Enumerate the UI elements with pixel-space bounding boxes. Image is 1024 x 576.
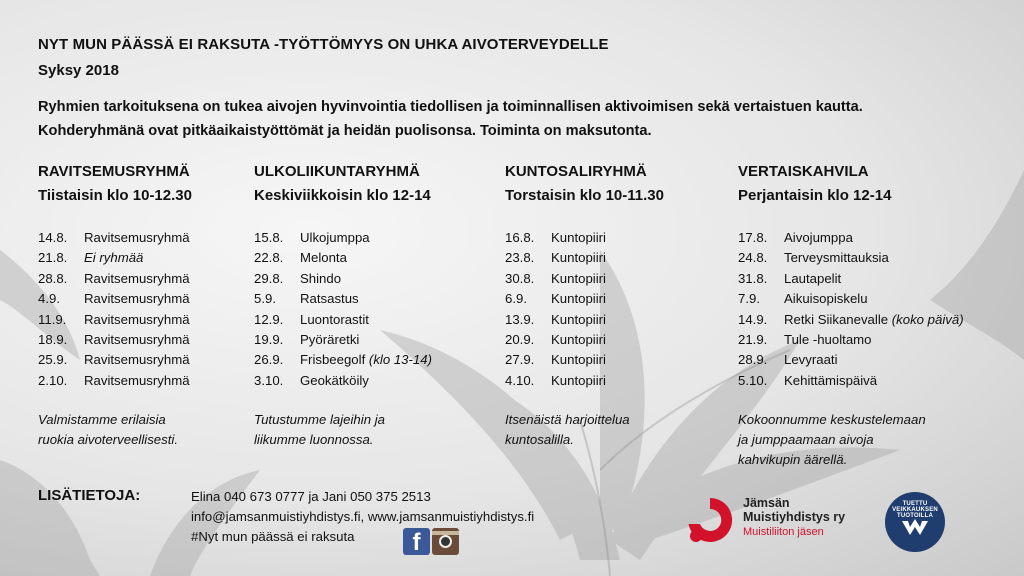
schedule-date: 27.9. <box>505 352 535 368</box>
schedule-activity: Kuntopiiri <box>551 331 606 347</box>
schedule-activity: Aivojumppa <box>784 230 853 245</box>
schedule-activity: Tule -huoltamo <box>784 331 872 347</box>
schedule-item <box>505 269 606 289</box>
schedule-activity: Ratsastus <box>300 291 359 307</box>
note-line: Kokoonnumme keskustelemaan <box>738 412 926 427</box>
schedule-date: 28.8. <box>38 270 68 286</box>
instagram-icon-lens <box>439 535 452 548</box>
season-subtitle: Syksy 2018 <box>38 62 119 79</box>
schedule-date: 3.10. <box>254 372 284 388</box>
page-title: NYT MUN PÄÄSSÄ EI RAKSUTA -TYÖTTÖMYYS ON UHKA AIVOTERVEYDELLE <box>38 36 609 53</box>
group-note <box>254 410 385 450</box>
schedule-extra: (koko päivä) <box>891 311 964 327</box>
schedule-date: 31.8. <box>738 270 768 286</box>
schedule-list <box>738 228 964 391</box>
schedule-date: 11.9. <box>38 311 67 327</box>
schedule-list <box>254 228 432 391</box>
schedule-activity: Luontorastit <box>300 311 369 327</box>
association-logo-mark <box>684 494 736 546</box>
schedule-activity: Lautapelit <box>784 270 842 286</box>
instagram-icon[interactable] <box>432 528 459 555</box>
schedule-date: 4.9. <box>38 291 60 307</box>
schedule-date: 23.8. <box>505 250 535 266</box>
group-name: RAVITSEMUSRYHMÄ <box>38 163 190 180</box>
schedule-activity: Ulkojumppa <box>300 230 370 245</box>
schedule-date: 22.8. <box>254 250 284 266</box>
intro-line: Kohderyhmänä ovat pitkäaikaistyöttömät ja heidän puolisonsa. Toiminta on maksutonta. <box>38 123 652 139</box>
facebook-icon[interactable]: f <box>403 528 430 555</box>
schedule-date: 13.9. <box>505 311 535 327</box>
schedule-activity: Ravitsemusryhmä <box>84 352 190 368</box>
schedule-item <box>254 269 432 289</box>
schedule-activity: Kuntopiiri <box>551 230 606 245</box>
schedule-date: 29.8. <box>254 270 284 286</box>
contact-info <box>191 487 534 547</box>
schedule-activity: Frisbeegolf <box>300 352 366 368</box>
schedule-item <box>254 289 432 309</box>
group-name: VERTAISKAHVILA <box>738 163 869 180</box>
schedule-activity: Kuntopiiri <box>551 250 606 266</box>
schedule-date: 17.8. <box>738 230 768 245</box>
schedule-activity: Retki Siikanevalle <box>784 311 889 327</box>
schedule-item <box>254 310 432 330</box>
contact-email-web[interactable]: info@jamsanmuistiyhdistys.fi, www.jamsanmuistiyhdistys.fi <box>191 509 535 524</box>
note-line: ja jumppaamaan aivoja <box>738 432 874 447</box>
schedule-date: 24.8. <box>738 250 768 266</box>
schedule-activity: Melonta <box>300 250 347 266</box>
schedule-date: 6.9. <box>505 291 527 307</box>
schedule-activity: Ei ryhmää <box>84 250 144 266</box>
schedule-item <box>38 228 190 248</box>
schedule-date: 21.9. <box>738 331 768 347</box>
schedule-activity: Aikuisopiskelu <box>784 291 868 307</box>
group-time: Tiistaisin klo 10-12.30 <box>38 187 192 204</box>
group-note <box>738 410 926 470</box>
schedule-date: 12.9. <box>254 311 284 327</box>
schedule-activity: Kuntopiiri <box>551 270 606 286</box>
group-time: Perjantaisin klo 12-14 <box>738 187 892 204</box>
schedule-date: 14.8. <box>38 230 68 245</box>
schedule-item <box>38 350 190 370</box>
schedule-item <box>738 310 964 330</box>
association-name-line: Jämsän <box>743 496 790 510</box>
schedule-date: 14.9. <box>738 311 768 327</box>
association-name <box>743 496 845 524</box>
schedule-item <box>254 350 432 370</box>
note-line: Itsenäistä harjoittelua <box>505 412 630 427</box>
schedule-item <box>738 371 964 391</box>
note-line: liikumme luonnossa. <box>254 432 374 447</box>
schedule-item <box>254 371 432 391</box>
note-line: Tutustumme lajeihin ja <box>254 412 385 427</box>
group-note <box>38 410 178 450</box>
schedule-item <box>738 289 964 309</box>
group-column-vertaiskahvila <box>738 160 964 467</box>
schedule-item <box>505 289 606 309</box>
intro-text <box>38 95 863 143</box>
schedule-item <box>738 248 964 268</box>
contact-phones: Elina 040 673 0777 ja Jani 050 375 2513 <box>191 489 431 504</box>
schedule-item <box>738 350 964 370</box>
schedule-activity: Kuntopiiri <box>551 291 606 307</box>
schedule-item <box>38 269 190 289</box>
schedule-activity: Kehittämispäivä <box>784 372 878 388</box>
schedule-item <box>38 248 190 268</box>
schedule-list <box>38 228 190 391</box>
schedule-date: 2.10. <box>38 372 68 388</box>
veikkaus-seal-logo <box>884 491 946 553</box>
association-name-line: Muistiyhdistys ry <box>743 510 846 524</box>
schedule-item <box>38 289 190 309</box>
schedule-item <box>738 269 964 289</box>
schedule-date: 26.9. <box>254 352 284 368</box>
group-column-ulkoliikunta <box>254 160 432 447</box>
schedule-activity: Kuntopiiri <box>551 311 606 327</box>
schedule-item <box>505 248 606 268</box>
schedule-activity: Ravitsemusryhmä <box>84 331 190 347</box>
schedule-item <box>38 371 190 391</box>
schedule-item <box>254 228 432 248</box>
schedule-item <box>505 371 606 391</box>
group-time: Keskiviikkoisin klo 12-14 <box>254 187 431 204</box>
schedule-item <box>505 228 606 248</box>
intro-line: Ryhmien tarkoituksena on tukea aivojen hyvinvointia tiedollisen ja toiminnallisen aktivoimisen sekä vertaistuen kautta. <box>38 99 863 115</box>
schedule-date: 20.9. <box>505 331 535 347</box>
schedule-activity: Pyöräretki <box>300 331 360 347</box>
info-label: LISÄTIETOJA: <box>38 487 141 504</box>
schedule-activity: Ravitsemusryhmä <box>84 291 190 307</box>
schedule-date: 5.9. <box>254 291 276 307</box>
group-note <box>505 410 630 450</box>
schedule-activity: Kuntopiiri <box>551 352 606 368</box>
schedule-activity: Kuntopiiri <box>551 372 606 388</box>
schedule-item <box>38 310 190 330</box>
association-subtitle: Muistiliiton jäsen <box>743 526 824 538</box>
group-name: ULKOLIIKUNTARYHMÄ <box>254 163 420 180</box>
schedule-activity: Ravitsemusryhmä <box>84 270 190 286</box>
note-line: ruokia aivoterveellisesti. <box>38 432 178 447</box>
note-line: Valmistamme erilaisia <box>38 412 166 427</box>
schedule-item <box>738 330 964 350</box>
group-name: KUNTOSALIRYHMÄ <box>505 163 647 180</box>
schedule-date: 21.8. <box>38 250 68 266</box>
schedule-activity: Ravitsemusryhmä <box>84 311 190 327</box>
schedule-date: 18.9. <box>38 331 68 347</box>
schedule-item <box>738 228 964 248</box>
group-time: Torstaisin klo 10-11.30 <box>505 187 664 204</box>
schedule-date: 28.9. <box>738 352 768 368</box>
jamsan-muistiyhdistys-logo <box>684 494 846 549</box>
schedule-date: 15.8. <box>254 230 284 245</box>
schedule-activity: Terveysmittauksia <box>784 250 889 266</box>
schedule-list <box>505 228 606 391</box>
schedule-activity: Geokätköily <box>300 372 369 388</box>
schedule-date: 4.10. <box>505 372 535 388</box>
schedule-date: 16.8. <box>505 230 535 245</box>
group-column-ravitsemus <box>38 160 192 447</box>
schedule-item <box>254 330 432 350</box>
schedule-item <box>38 330 190 350</box>
schedule-date: 7.9. <box>738 291 760 307</box>
schedule-extra: (klo 13-14) <box>368 352 432 368</box>
schedule-item <box>505 330 606 350</box>
schedule-date: 30.8. <box>505 270 535 286</box>
hashtag: #Nyt mun päässä ei raksuta <box>191 529 355 544</box>
schedule-item <box>505 310 606 330</box>
schedule-date: 25.9. <box>38 352 68 368</box>
schedule-activity: Ravitsemusryhmä <box>84 230 190 245</box>
schedule-activity: Levyraati <box>784 352 838 368</box>
schedule-activity: Ravitsemusryhmä <box>84 372 190 388</box>
note-line: kahvikupin äärellä. <box>738 452 848 467</box>
seal-text: TUETTU VEIKKAUKSEN TUOTOILLA <box>892 501 938 519</box>
schedule-item <box>254 248 432 268</box>
schedule-date: 5.10. <box>738 372 768 388</box>
schedule-item <box>505 350 606 370</box>
note-line: kuntosalilla. <box>505 432 574 447</box>
group-column-kuntosali <box>505 160 664 447</box>
schedule-activity: Shindo <box>300 270 342 286</box>
schedule-date: 19.9. <box>254 331 284 347</box>
